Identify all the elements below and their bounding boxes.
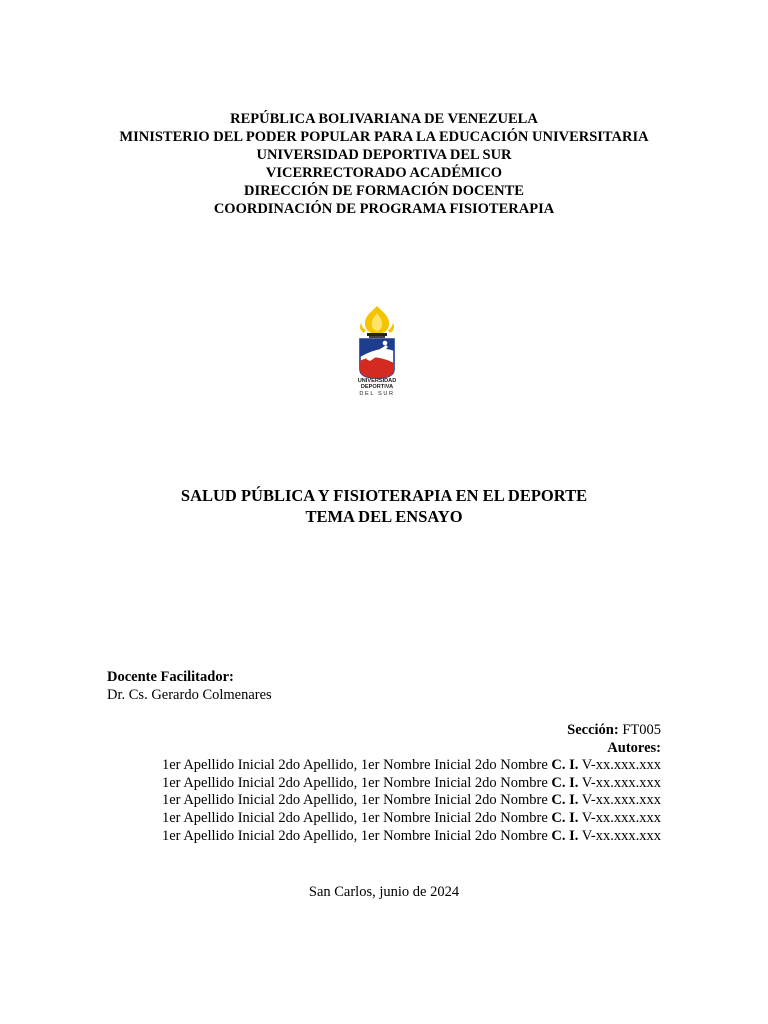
- ci-label: C. I.: [551, 774, 579, 791]
- section-label: Sección:: [567, 722, 619, 738]
- author-line: [162, 810, 661, 828]
- logo-caption-line: UNIVERSIDAD: [357, 378, 397, 384]
- ci-label: C. I.: [551, 809, 579, 826]
- title-line: SALUD PÚBLICA Y FISIOTERAPIA EN EL DEPORTE: [180, 486, 588, 505]
- author-name: 1er Apellido Inicial 2do Apellido, 1er Nombre Inicial 2do Nombre: [162, 827, 548, 844]
- logo-caption: [340, 378, 414, 397]
- header-line: REPÚBLICA BOLIVARIANA DE VENEZUELA: [230, 111, 538, 127]
- ci-value: V-xx.xxx.xxx: [581, 792, 661, 809]
- authors-label-text: Autores:: [607, 739, 661, 756]
- facilitator-name: Dr. Cs. Gerardo Colmenares: [107, 687, 272, 703]
- ci-label: C. I.: [551, 827, 579, 844]
- author-line: [162, 828, 661, 846]
- header-line: DIRECCIÓN DE FORMACIÓN DOCENTE: [244, 183, 524, 199]
- author-name: 1er Apellido Inicial 2do Apellido, 1er Nombre Inicial 2do Nombre: [162, 757, 548, 774]
- ci-value: V-xx.xxx.xxx: [581, 757, 661, 774]
- ci-value: V-xx.xxx.xxx: [581, 827, 661, 844]
- author-name: 1er Apellido Inicial 2do Apellido, 1er Nombre Inicial 2do Nombre: [162, 774, 548, 791]
- author-line: [162, 792, 661, 810]
- section-line: [162, 722, 661, 740]
- logo-caption-line: DEL SUR: [359, 390, 395, 397]
- header-line: UNIVERSIDAD DEPORTIVA DEL SUR: [256, 147, 512, 163]
- authors-block: [162, 722, 661, 845]
- title-line: TEMA DEL ENSAYO: [305, 507, 463, 526]
- facilitator-block: [107, 668, 272, 704]
- author-name: 1er Apellido Inicial 2do Apellido, 1er Nombre Inicial 2do Nombre: [162, 792, 548, 809]
- institution-header: [0, 110, 768, 218]
- logo-caption-line: DEPORTIVA: [360, 384, 394, 391]
- ci-value: V-xx.xxx.xxx: [581, 809, 661, 826]
- header-line: COORDINACIÓN DE PROGRAMA FISIOTERAPIA: [213, 201, 555, 217]
- author-name: 1er Apellido Inicial 2do Apellido, 1er Nombre Inicial 2do Nombre: [162, 809, 548, 826]
- place-date: San Carlos, junio de 2024: [308, 884, 460, 900]
- header-line: MINISTERIO DEL PODER POPULAR PARA LA EDUCACIÓN UNIVERSITARIA: [119, 129, 649, 145]
- section-value: FT005: [622, 722, 661, 738]
- document-title: [0, 485, 768, 527]
- authors-label: [162, 740, 661, 758]
- ci-value: V-xx.xxx.xxx: [581, 774, 661, 791]
- facilitator-label: Docente Facilitador:: [107, 669, 234, 685]
- author-line: [162, 775, 661, 793]
- ci-label: C. I.: [551, 757, 579, 774]
- author-line: [162, 757, 661, 775]
- ci-label: C. I.: [551, 792, 579, 809]
- header-line: VICERRECTORADO ACADÉMICO: [265, 165, 503, 181]
